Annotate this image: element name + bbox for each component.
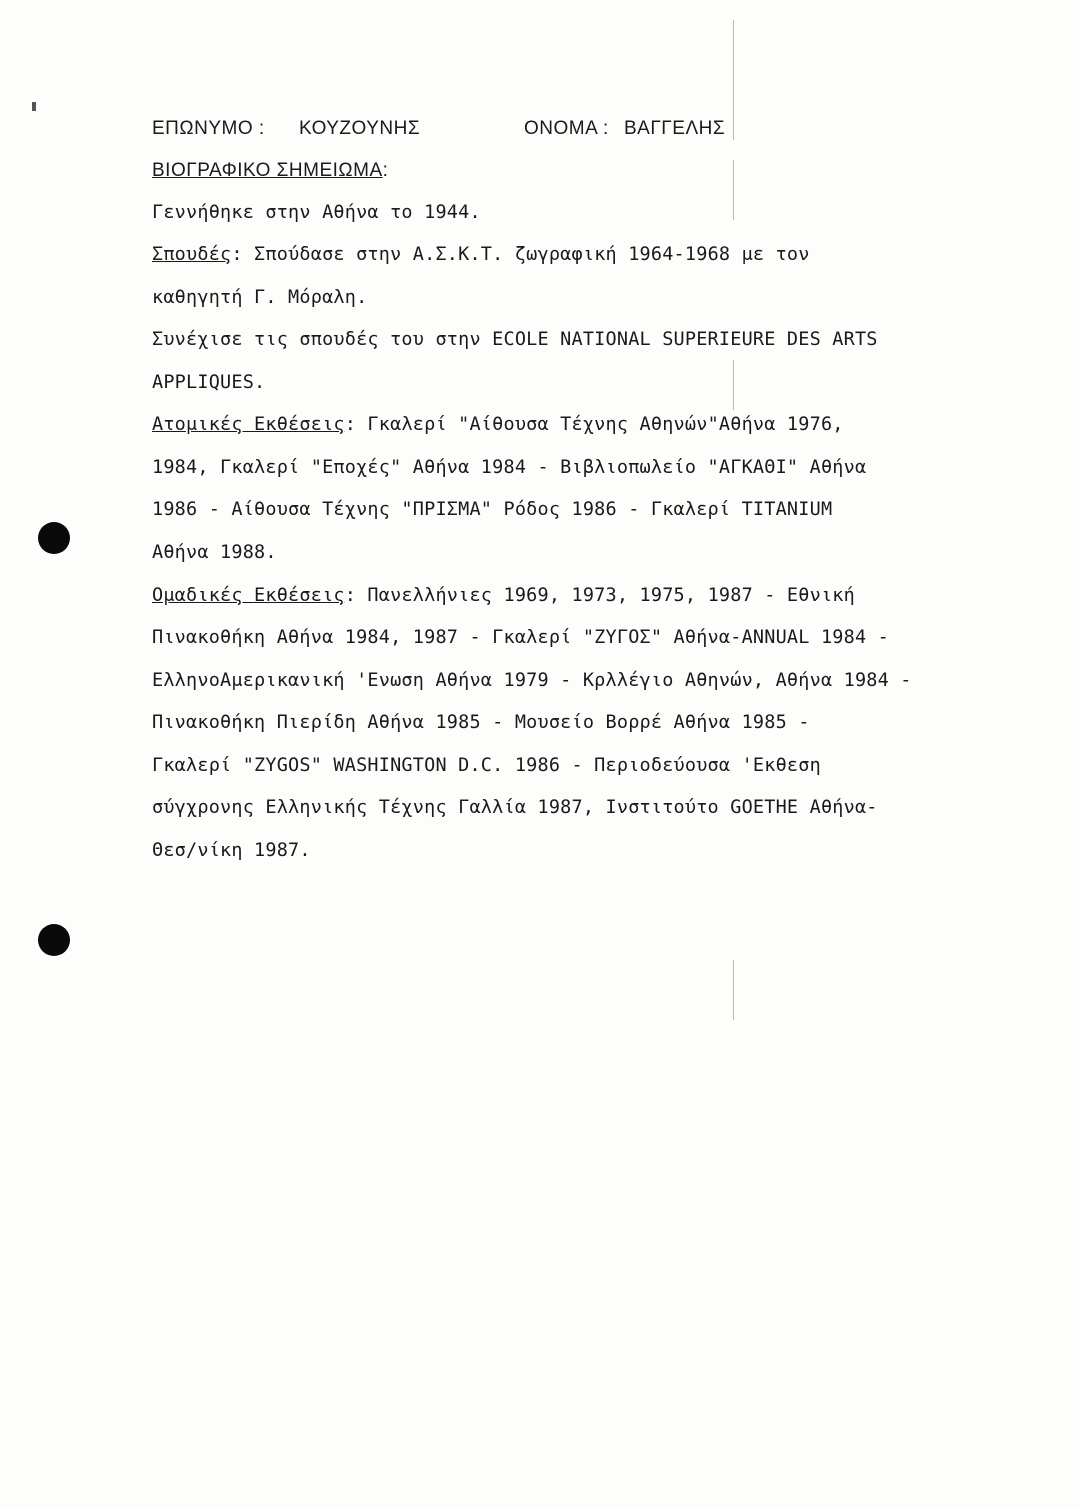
studies-line-3: Συνέχισε τις σπουδές του στην ECOLE NATIONAL SUPERIEURE DES ARTS (152, 329, 878, 350)
speck (32, 102, 36, 111)
solo-line-3: 1986 - Αίθουσα Τέχνης "ΠΡΙΣΜΑ" Ρόδος 1986 - Γκαλερί TITANIUM (152, 499, 833, 520)
group-text-1: : Πανελλήνιες 1969, 1973, 1975, 1987 - Εθνική (344, 585, 855, 606)
group-line-2: Πινακοθήκη Αθήνα 1984, 1987 - Γκαλερί "ΖΥΓΟΣ" Αθήνα-ANNUAL 1984 - (152, 627, 889, 648)
bio-heading (152, 160, 388, 182)
name-label: ΟΝΟΜΑ : (524, 118, 609, 139)
solo-line-1 (152, 414, 844, 435)
solo-line-4: Αθήνα 1988. (152, 542, 277, 563)
surname-label: ΕΠΩΝΥΜΟ : (152, 118, 265, 139)
header-row (152, 118, 752, 146)
studies-text-1: : Σπούδασε στην Α.Σ.Κ.Τ. ζωγραφική 1964-1968 με τον (231, 244, 810, 265)
fold-mark (733, 360, 734, 410)
studies-line-1 (152, 244, 810, 265)
studies-label: Σπουδές (152, 244, 232, 265)
name-value: ΒΑΓΓΕΛΗΣ (624, 118, 726, 139)
punch-hole (38, 522, 70, 554)
bio-heading-text: ΒΙΟΓΡΑΦΙΚΟ ΣΗΜΕΙΩΜΑ (152, 160, 383, 181)
group-line-5: Γκαλερί "ZYGOS" WASHINGTON D.C. 1986 - Περιοδεύουσα 'Εκθεση (152, 755, 821, 776)
studies-line-2: καθηγητή Γ. Μόραλη. (152, 287, 368, 308)
group-line-6: σύγχρονης Ελληνικής Τέχνης Γαλλία 1987, Ινστιτούτο GOETHE Αθήνα- (152, 797, 878, 818)
solo-text-1: : Γκαλερί "Αίθουσα Τέχνης Αθηνών"Αθήνα 1976, (344, 414, 844, 435)
punch-hole (38, 924, 70, 956)
surname-value: ΚΟΥΖΟΥΝΗΣ (299, 118, 421, 139)
solo-line-2: 1984, Γκαλερί "Εποχές" Αθήνα 1984 - Βιβλιοπωλείο "ΑΓΚΑΘΙ" Αθήνα (152, 457, 867, 478)
studies-line-4: APPLIQUES. (152, 372, 266, 393)
born-line: Γεννήθηκε στην Αθήνα το 1944. (152, 202, 481, 223)
solo-label: Ατομικές Εκθέσεις (152, 414, 345, 435)
group-line-4: Πινακοθήκη Πιερίδη Αθήνα 1985 - Μουσείο Βορρέ Αθήνα 1985 - (152, 712, 810, 733)
group-label: Ομαδικές Εκθέσεις (152, 585, 345, 606)
group-line-1 (152, 585, 855, 606)
group-line-7: Θεσ/νίκη 1987. (152, 840, 311, 861)
bio-heading-colon: : (382, 160, 389, 181)
fold-mark (733, 960, 734, 1020)
group-line-3: ΕλληνοΑμερικανική 'Ενωση Αθήνα 1979 - Κρλλέγιο Αθηνών, Αθήνα 1984 - (152, 670, 912, 691)
fold-mark (733, 160, 734, 220)
